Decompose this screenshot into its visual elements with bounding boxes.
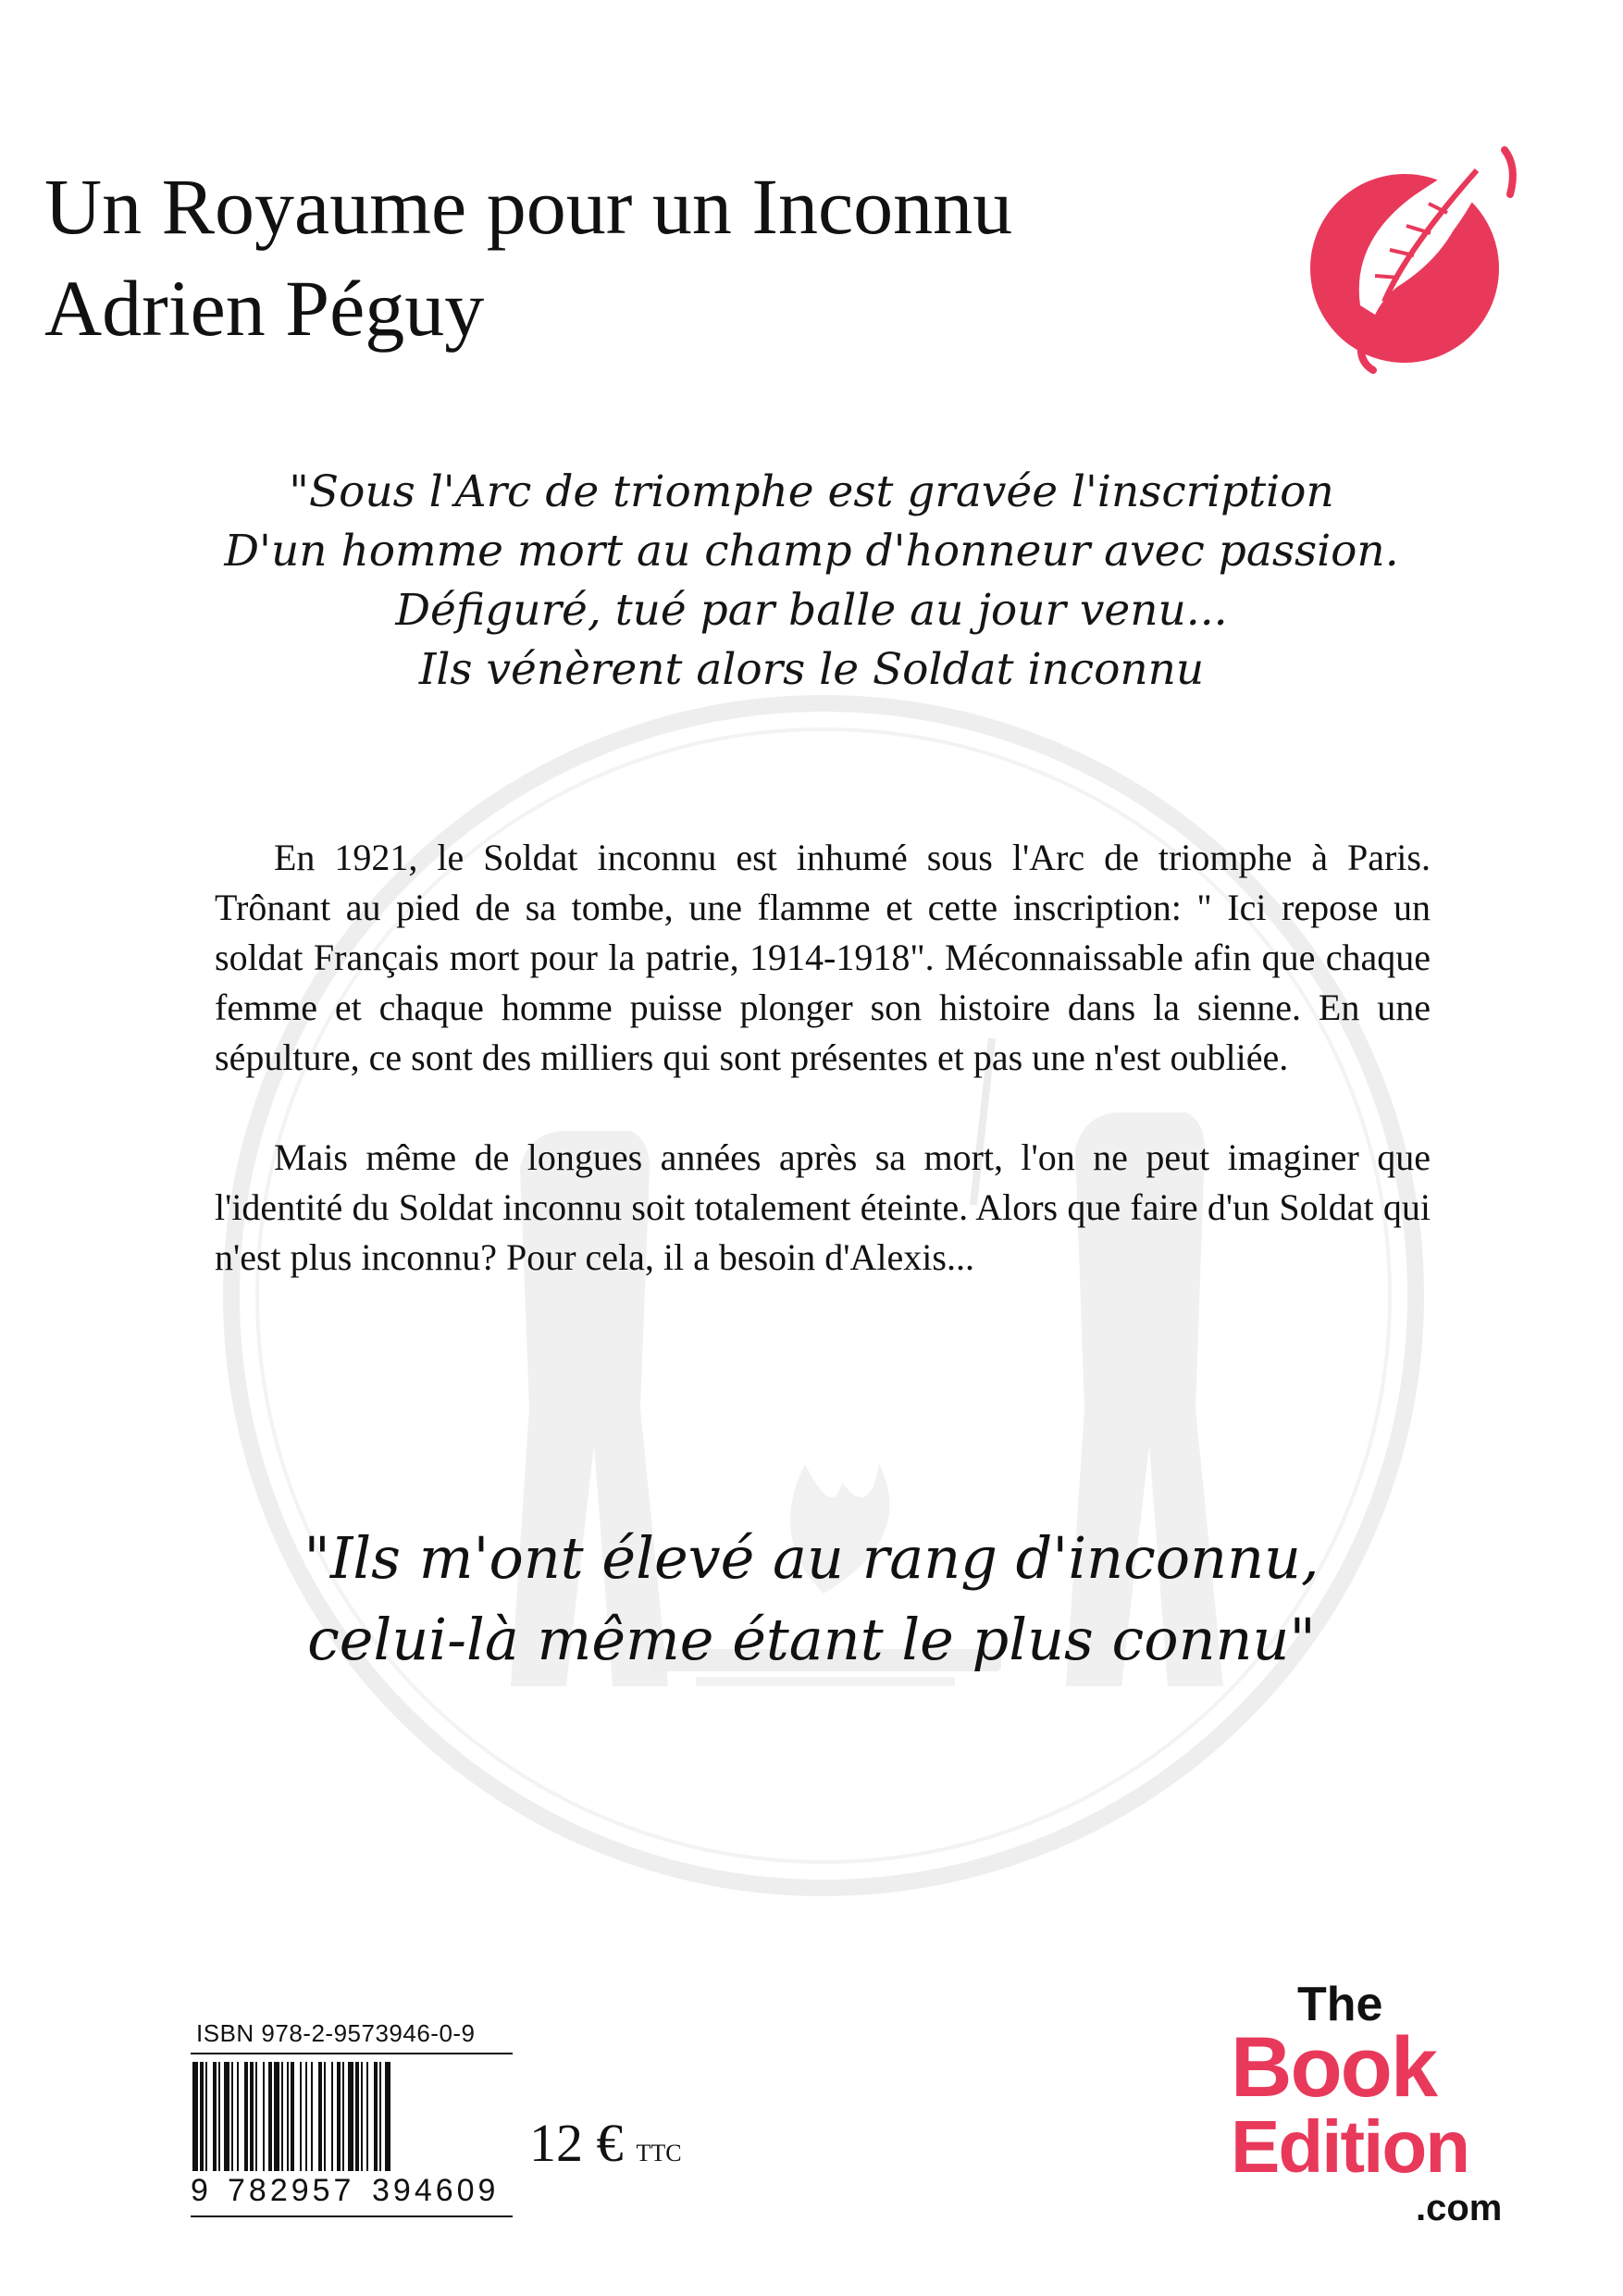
publisher-logo-the: The	[1297, 1978, 1383, 2031]
poem-line: D'un homme mort au champ d'honneur avec passion.	[224, 526, 1399, 577]
barcode-digits	[191, 2173, 513, 2214]
barcode-digit-first: 9	[191, 2173, 208, 2208]
author-name: Adrien Péguy	[44, 264, 485, 353]
quote-line: celui-là même étant le plus connu"	[307, 1606, 1316, 1673]
price	[529, 2112, 682, 2174]
barcode-digits-right: 394609	[372, 2173, 500, 2208]
isbn-label: ISBN 978-2-9573946-0-9	[196, 2019, 476, 2047]
barcode-bars-icon	[191, 2062, 513, 2171]
publisher-logo	[1231, 1980, 1536, 2258]
closing-quote	[120, 1518, 1503, 1681]
feather-logo-icon	[1295, 139, 1536, 379]
publisher-logo-edition: Edition	[1231, 2105, 1469, 2188]
publisher-logo-com: .com	[1416, 2188, 1503, 2228]
barcode-digits-left: 782957	[228, 2173, 355, 2208]
barcode	[191, 2053, 513, 2217]
poem-line: Défiguré, tué par balle au jour venu...	[395, 585, 1228, 636]
book-title: Un Royaume pour un Inconnu	[44, 162, 1013, 251]
summary-paragraph: En 1921, le Soldat inconnu est inhumé sous l'Arc de triomphe à Paris. Trônant au pied de sa tombe, une flamme et cette inscription: " Ici repose un soldat Français mort pour la patrie, 1914-1918". Méconnaissable afin que chaque femme et chaque homme puisse plonger son histoire dans la sienne. En une sépulture, ce sont des milliers qui sont présentes et pas une n'est oubliée.	[215, 837, 1431, 1078]
publisher-logo-book: Book	[1231, 2020, 1436, 2115]
price-amount: 12 €	[529, 2113, 624, 2173]
quote-line: "Ils m'ont élevé au rang d'inconnu,	[304, 1524, 1319, 1592]
epigraph-poem	[157, 463, 1466, 700]
summary-paragraph: Mais même de longues années après sa mort, l'on ne peut imaginer que l'identité du Soldat inconnu soit totalement éteinte. Alors que faire d'un Soldat qui n'est plus inconnu? Pour cela, il a besoin d'Alexis...	[215, 1136, 1431, 1278]
title-block	[44, 155, 1012, 359]
summary-text	[215, 833, 1431, 1333]
poem-line: Ils vénèrent alors le Soldat inconnu	[418, 644, 1205, 695]
price-suffix: TTC	[636, 2140, 682, 2166]
poem-line: "Sous l'Arc de triomphe est gravée l'inscription	[289, 466, 1334, 517]
